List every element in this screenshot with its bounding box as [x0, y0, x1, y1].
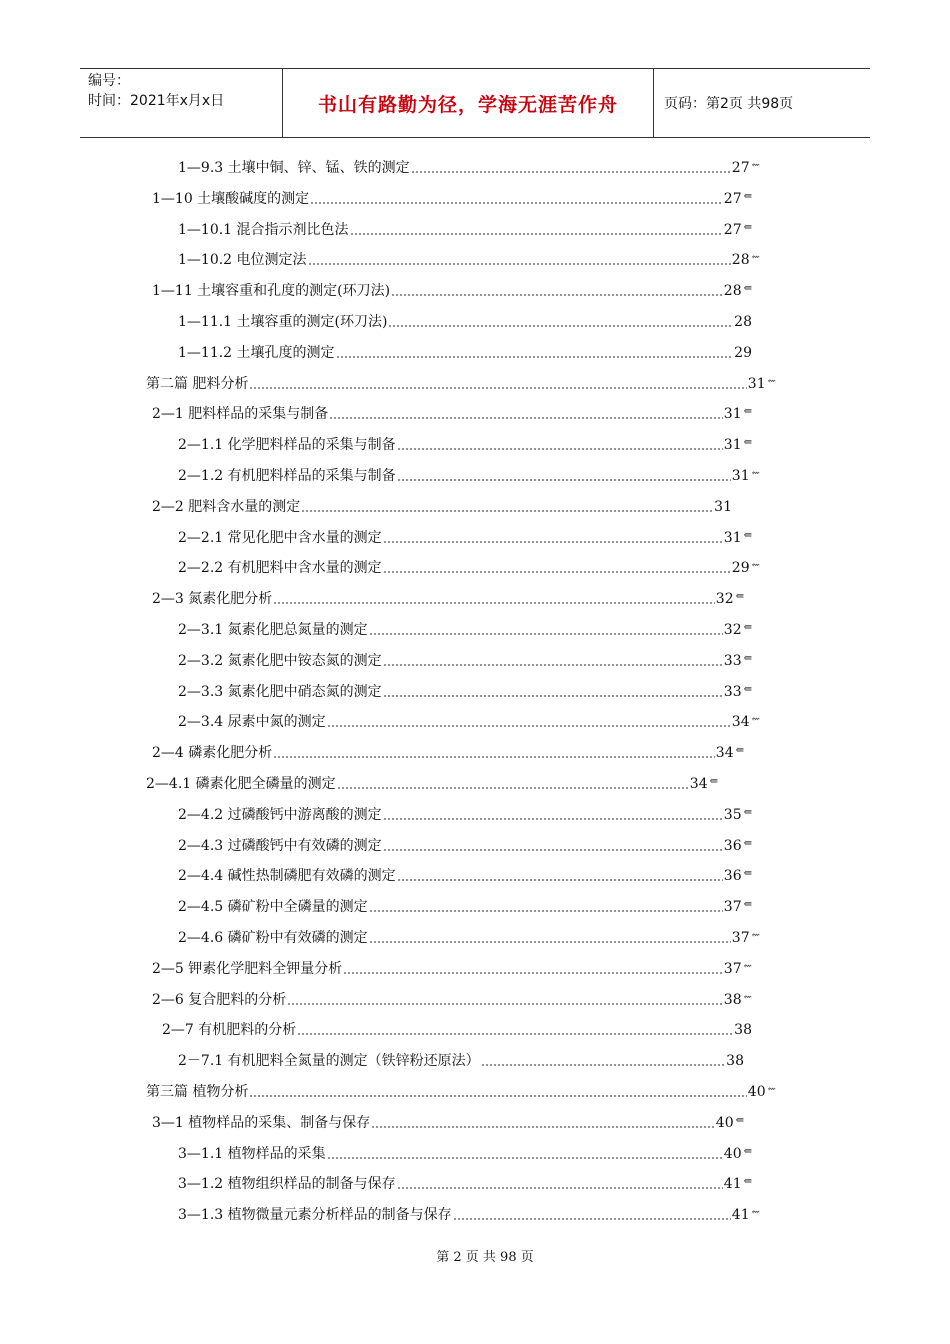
field-marker-icon: ⇚ — [743, 899, 752, 911]
toc-entry-page: 27 — [731, 160, 750, 176]
toc-entry[interactable] — [152, 492, 732, 516]
toc-entry-page: 31 — [723, 437, 742, 454]
field-marker-icon: ⇚ — [709, 776, 718, 787]
dot-leader — [481, 1064, 726, 1066]
toc-entry[interactable] — [178, 800, 752, 824]
dot-leader — [371, 1126, 715, 1128]
toc-entry[interactable] — [178, 1139, 752, 1163]
toc-entry-title: 1—10 土壤酸碱度的测定 — [152, 190, 310, 207]
toc-entry-title: 2—4.4 碱性热制磷肥有效磷的测定 — [178, 868, 396, 885]
toc-entry[interactable] — [178, 461, 760, 485]
field-marker-icon: ⇜ — [751, 714, 760, 726]
toc-entry-title: 1—11.2 土壤孔度的测定 — [178, 344, 335, 361]
toc-entry-title: 2—7 有机肥料的分析 — [162, 1022, 297, 1039]
toc-entry-title: 2—4.5 磷矿粉中全磷量的测定 — [178, 899, 368, 916]
toc-entry-page: 29 — [731, 560, 750, 577]
toc-entry-title: 2—5 钾素化学肥料全钾量分析 — [152, 960, 343, 977]
dot-leader — [337, 787, 689, 789]
toc-entry-title: 第二篇 肥料分析 — [146, 375, 249, 392]
field-marker-icon: ⇚ — [735, 1114, 744, 1126]
dot-leader — [369, 910, 723, 912]
dot-leader — [397, 479, 731, 481]
toc-entry-page: 28 — [723, 283, 742, 300]
dot-leader — [273, 602, 715, 604]
field-marker-icon: ⇚ — [743, 1145, 752, 1157]
toc-entry[interactable] — [152, 399, 752, 423]
toc-entry-page: 36 — [723, 837, 742, 854]
toc-entry-title: 2—4.2 过磷酸钙中游离酸的测定 — [178, 806, 382, 823]
dot-leader — [369, 941, 731, 943]
toc-entry[interactable] — [178, 892, 752, 916]
toc-entry-title: 1—10.1 混合指示剂比色法 — [178, 221, 349, 238]
toc-entry[interactable] — [146, 1077, 776, 1101]
header-motto: 书山有路勤为径，学海无涯苦作舟 — [282, 69, 654, 137]
toc-entry-title: 2—6 复合肥料的分析 — [152, 991, 287, 1008]
field-marker-icon: ⇜ — [743, 960, 752, 972]
toc-entry-page: 34 — [715, 745, 734, 762]
field-marker-icon: ⇜ — [751, 252, 760, 264]
dot-leader — [336, 356, 734, 358]
toc-entry-page: 40 — [723, 1145, 742, 1162]
toc-entry-title: 3—1.2 植物组织样品的制备与保存 — [178, 1176, 396, 1193]
dot-leader — [249, 1095, 746, 1097]
toc-entry-page: 31 — [723, 406, 742, 423]
toc-entry-page: 38 — [723, 991, 742, 1008]
toc-entry[interactable] — [178, 615, 752, 639]
toc-entry-page: 38 — [726, 1053, 744, 1070]
toc-entry-title: 3—1 植物样品的采集、制备与保存 — [152, 1114, 371, 1131]
toc-entry-page: 41 — [731, 1207, 750, 1224]
toc-entry-title: 2—1.1 化学肥料样品的采集与制备 — [178, 437, 396, 454]
dot-leader — [383, 571, 731, 573]
dot-leader — [301, 510, 713, 512]
dot-leader — [383, 664, 723, 666]
toc-entry[interactable] — [178, 1046, 744, 1070]
toc-entry[interactable] — [178, 523, 752, 547]
dot-leader — [249, 387, 746, 389]
field-marker-icon: ⇜ — [751, 468, 760, 479]
toc-entry[interactable] — [178, 923, 760, 947]
toc-entry[interactable] — [152, 584, 744, 608]
toc-entry[interactable] — [178, 553, 760, 577]
field-marker-icon: ⇜ — [751, 1207, 760, 1219]
dot-leader — [308, 263, 731, 265]
toc-entry-title: 2—4.1 磷素化肥全磷量的测定 — [146, 776, 336, 792]
field-marker-icon: ⇜ — [743, 991, 752, 1003]
toc-entry-title: 2—3.4 尿素中氮的测定 — [178, 714, 326, 731]
toc-entry-page: 27 — [723, 190, 742, 207]
dot-leader — [397, 1187, 723, 1189]
toc-entry-page: 33 — [723, 652, 742, 669]
toc-entry-page: 34 — [689, 776, 708, 792]
toc-entry-title: 第三篇 植物分析 — [146, 1084, 249, 1100]
toc-entry-page: 31 — [723, 529, 742, 546]
field-marker-icon: ⇚ — [735, 591, 744, 603]
dot-leader — [391, 294, 723, 296]
field-marker-icon: ⇜ — [751, 560, 760, 572]
toc-entry[interactable] — [152, 1108, 744, 1132]
toc-entry-title: 1—9.3 土壤中铜、锌、锰、铁的测定 — [178, 160, 410, 176]
field-marker-icon: ⇚ — [743, 806, 752, 818]
field-marker-icon: ⇚ — [743, 437, 752, 449]
dot-leader — [327, 725, 731, 727]
dot-leader — [397, 448, 723, 450]
field-marker-icon: ⇚ — [743, 683, 752, 695]
toc-entry[interactable] — [178, 338, 752, 362]
toc-entry-page: 34 — [731, 714, 750, 731]
field-marker-icon: ⇚ — [743, 1176, 752, 1188]
toc-entry-page: 36 — [723, 868, 742, 885]
dot-leader — [273, 756, 715, 758]
toc-entry[interactable] — [178, 831, 752, 855]
toc-entry[interactable] — [146, 369, 776, 393]
toc-entry-title: 2－7.1 有机肥料全氮量的测定（铁锌粉还原法） — [178, 1053, 480, 1070]
dot-leader — [397, 879, 723, 881]
toc-entry[interactable] — [178, 1169, 752, 1193]
number-label: 编号： — [88, 73, 130, 89]
time-label: 时间：2021年x月x日 — [88, 93, 225, 109]
toc-entry-page: 35 — [723, 806, 742, 823]
toc-entry-title: 2—4.6 磷矿粉中有效磷的测定 — [178, 930, 368, 946]
dot-leader — [388, 325, 733, 327]
toc-entry[interactable] — [178, 430, 752, 454]
toc-entry-title: 2—4 磷素化肥分析 — [152, 745, 273, 762]
dot-leader — [329, 417, 723, 419]
field-marker-icon: ⇚ — [743, 190, 752, 202]
dot-leader — [383, 695, 723, 697]
toc-entry[interactable] — [178, 307, 752, 331]
toc-entry[interactable] — [178, 215, 752, 239]
toc-entry-page: 28 — [734, 314, 752, 330]
toc-entry-page: 37 — [723, 960, 742, 977]
field-marker-icon: ⇚ — [743, 652, 752, 664]
toc-entry[interactable] — [178, 153, 760, 177]
toc-entry-page: 27 — [723, 221, 742, 238]
toc-entry-page: 38 — [734, 1022, 752, 1039]
dot-leader — [411, 171, 731, 173]
toc-entry-title: 2—3.3 氮素化肥中硝态氮的测定 — [178, 683, 382, 700]
field-marker-icon: ⇜ — [751, 160, 760, 171]
field-marker-icon: ⇚ — [743, 529, 752, 541]
toc-entry-title: 2—2 肥料含水量的测定 — [152, 498, 301, 515]
field-marker-icon: ⇚ — [735, 745, 744, 757]
toc-entry-page: 31 — [714, 498, 732, 515]
dot-leader — [383, 849, 723, 851]
dot-leader — [369, 633, 723, 635]
dot-leader — [383, 818, 723, 820]
dot-leader — [287, 1003, 723, 1005]
toc-entry-page: 33 — [723, 683, 742, 700]
toc-entry[interactable] — [178, 707, 760, 731]
toc-entry-page: 32 — [715, 591, 734, 608]
toc-entry-title: 1—10.2 电位测定法 — [178, 252, 307, 269]
toc-entry-page: 41 — [723, 1176, 742, 1193]
toc-entry-page: 28 — [731, 252, 750, 269]
toc-entry-title: 2—3.2 氮素化肥中铵态氮的测定 — [178, 652, 382, 669]
toc-entry-page: 40 — [715, 1114, 734, 1131]
toc-entry-title: 2—4.3 过磷酸钙中有效磷的测定 — [178, 837, 382, 854]
toc-entry-page: 37 — [723, 899, 742, 916]
toc-entry-title: 1—11 土壤容重和孔度的测定(环刀法) — [152, 283, 391, 300]
toc-entry-title: 2—1 肥料样品的采集与制备 — [152, 406, 329, 423]
toc-entry-page: 37 — [731, 930, 750, 946]
toc-entry[interactable] — [178, 677, 752, 701]
dot-leader — [327, 1157, 723, 1159]
toc-entry-title: 3—1.3 植物微量元素分析样品的制备与保存 — [178, 1207, 452, 1224]
toc-entry-title: 2—3 氮素化肥分析 — [152, 591, 273, 608]
toc-entry-title: 2—2.1 常见化肥中含水量的测定 — [178, 529, 382, 546]
field-marker-icon: ⇚ — [743, 837, 752, 849]
page-header — [80, 68, 870, 138]
toc-entry[interactable] — [152, 184, 752, 208]
toc-entry[interactable] — [178, 245, 760, 269]
toc-entry[interactable] — [178, 646, 752, 670]
field-marker-icon: ⇚ — [743, 406, 752, 418]
toc-entry[interactable] — [162, 1015, 752, 1039]
field-marker-icon: ⇜ — [751, 930, 760, 941]
toc-entry[interactable] — [152, 985, 752, 1009]
field-marker-icon: ⇚ — [743, 221, 752, 233]
toc-entry-title: 2—3.1 氮素化肥总氮量的测定 — [178, 622, 368, 638]
toc-entry[interactable] — [178, 1200, 760, 1224]
toc-entry-title: 2—1.2 有机肥料样品的采集与制备 — [178, 468, 396, 484]
toc-entry[interactable] — [146, 769, 718, 793]
toc-entry[interactable] — [178, 861, 752, 885]
toc-entry-page: 31 — [747, 375, 766, 392]
toc-entry-title: 2—2.2 有机肥料中含水量的测定 — [178, 560, 382, 577]
dot-leader — [297, 1033, 733, 1035]
toc-entry-page: 32 — [723, 622, 742, 638]
toc-entry-page: 29 — [734, 344, 752, 361]
dot-leader — [343, 972, 723, 974]
toc-entry-title: 1—11.1 土壤容重的测定(环刀法) — [178, 314, 388, 330]
toc-entry-page: 31 — [731, 468, 750, 484]
field-marker-icon: ⇚ — [743, 868, 752, 880]
toc-entry[interactable] — [152, 738, 744, 762]
toc-entry[interactable] — [152, 276, 752, 300]
page-footer: 第 2 页 共 98 页 — [436, 1250, 534, 1265]
header-meta — [80, 69, 282, 137]
toc-entry-page: 40 — [747, 1084, 766, 1100]
toc-entry-title: 3—1.1 植物样品的采集 — [178, 1145, 326, 1162]
header-page-info: 页码：第2页 共98页 — [664, 96, 794, 112]
dot-leader — [350, 233, 723, 235]
dot-leader — [310, 202, 723, 204]
field-marker-icon: ⇚ — [743, 622, 752, 633]
field-marker-icon: ⇜ — [767, 375, 776, 387]
dot-leader — [383, 541, 723, 543]
field-marker-icon: ⇜ — [767, 1084, 776, 1095]
toc-entry[interactable] — [152, 954, 752, 978]
dot-leader — [453, 1218, 731, 1220]
field-marker-icon: ⇚ — [743, 283, 752, 295]
